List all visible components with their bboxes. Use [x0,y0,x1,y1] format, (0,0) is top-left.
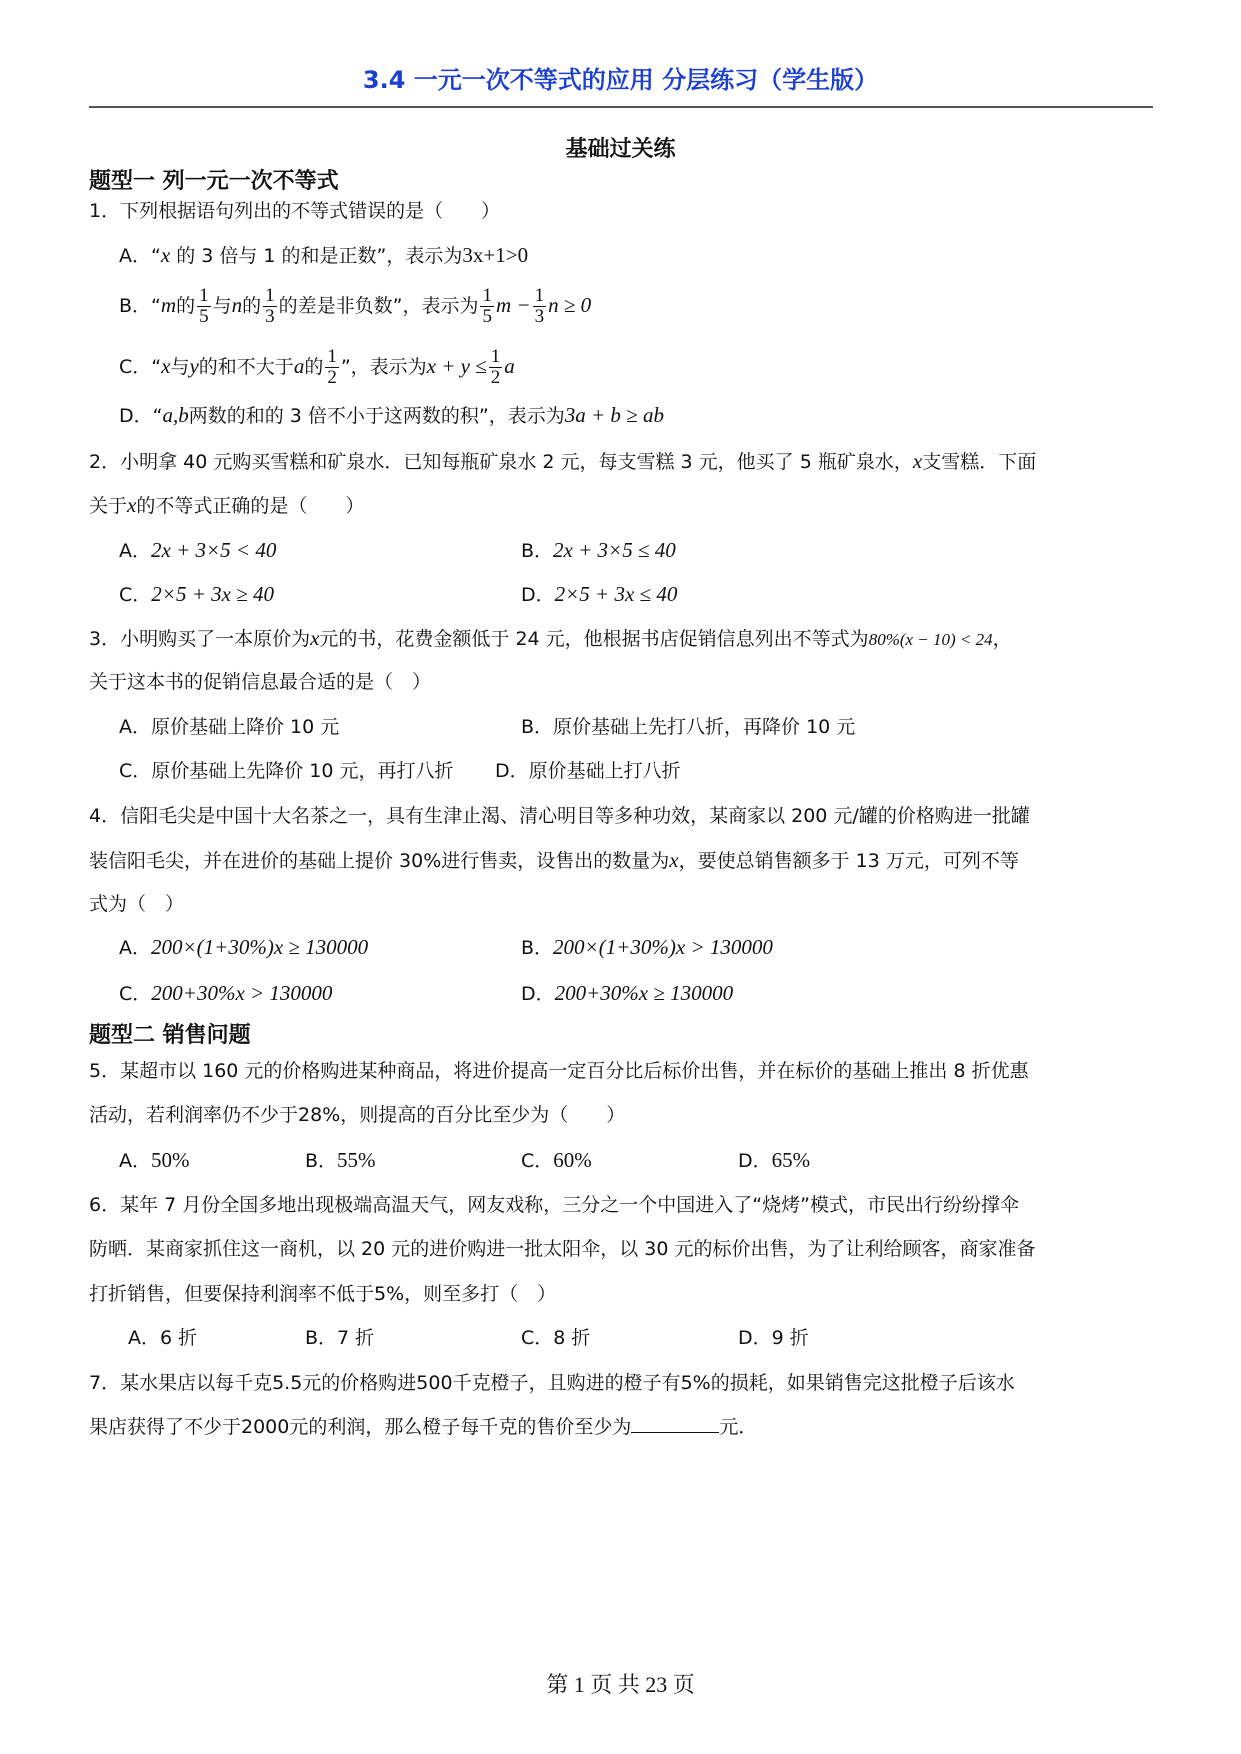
q5-option-c [521,1147,592,1174]
q4-c-expr: 200+30%x > 130000 [151,981,333,1005]
q4-line3: 式为（ ） [89,893,185,915]
q5-a-label: A． [119,1150,151,1172]
q2-line2-b: 的不等式正确的是（ ） [136,495,365,517]
q1-a-label: A．“ [119,245,161,267]
q5-b-label: B． [305,1150,338,1172]
q4-a-expr: 200×(1+30%)x ≥ 130000 [151,935,369,959]
q1-b-frac4 [533,286,547,327]
q2-line1-var: x [912,449,923,473]
q1-option-d [119,402,664,429]
q1-c-var-a: a [293,354,305,378]
q1-stem: 1．下列根据语句列出的不等式错误的是（ ） [89,200,501,222]
q2-a-expr: 2x + 3×5 < 40 [151,538,277,562]
q6-line1: 6．某年 7 月份全国多地出现极端高温天气，网友戏称，三分之一个中国进入了“烧烤”模式，市民出行纷纷撑伞 [89,1194,1019,1216]
q4-b-label: B． [521,937,554,959]
q1-b-frac3 [480,286,494,327]
frac-num: 1 [327,346,337,367]
q1-c-frac2 [489,347,503,388]
q1-b-expr2: n ≥ 0 [548,293,592,317]
type1-heading: 题型一 列一元一次不等式 [89,169,339,194]
q4-a-label: A． [119,937,151,959]
q7-line2-a: 果店获得了不少于2000元的利润，那么橙子每千克的售价至少为 [89,1416,632,1438]
q1-b-var-n: n [231,293,243,317]
q1-option-a [119,242,528,269]
q2-option-a [119,537,276,564]
frac-num: 1 [482,285,492,306]
q6-line2: 防晒．某商家抓住这一商机，以 20 元的进价购进一批太阳伞，以 30 元的标价出售，为了让利给顾客，商家准备 [89,1238,1036,1260]
q1-b-frac1 [197,286,211,327]
q2-c-label: C． [119,584,152,606]
q2-d-expr: 2×5 + 3x ≤ 40 [554,582,678,606]
q6-line3: 打折销售，但要保持利润率不低于5%，则至多打（ ） [89,1283,557,1305]
q3-line1-var: x [310,626,320,650]
q4-d-expr: 200+30%x ≥ 130000 [554,981,734,1005]
q4-line2 [89,847,1019,874]
q1-c-expr1: x + y ≤ [426,354,487,378]
q1-c-frac1 [325,347,339,388]
q2-b-label: B． [521,540,554,562]
title-divider [89,106,1153,108]
q1-b-var-m: m [160,293,177,317]
q5-option-b [305,1147,376,1174]
frac-den: 5 [482,306,492,327]
q4-line1: 4．信阳毛尖是中国十大名茶之一，具有生津止渴、清心明目等多种功效，某商家以 200 元/罐的价格购进一批罐 [89,805,1030,827]
q2-option-d [521,581,677,608]
q5-b-value: 55% [337,1148,376,1172]
page-footer: 第 1 页 共 23 页 [546,1672,695,1697]
q4-b-expr: 200×(1+30%)x > 130000 [553,935,773,959]
frac-den: 3 [534,306,545,327]
q1-c-text3: 的 [304,356,324,378]
q4-line2-var: x [669,848,679,872]
q5-d-value: 65% [771,1148,811,1172]
q5-c-value: 60% [553,1148,592,1172]
q4-option-d [521,980,733,1007]
q3-line1-b: 元的书，花费金额低于 24 元，他根据书店促销信息列出不等式为 [319,628,869,650]
q2-d-label: D． [521,584,555,606]
frac-den: 2 [490,367,501,388]
q4-option-c [119,980,332,1007]
q1-d-text: 两数的和的 3 倍不小于这两数的积”，表示为 [188,405,565,427]
q6-option-a: A．6 折 [128,1327,198,1349]
q7-line2 [89,1414,757,1440]
q3-option-c: C．原价基础上先降价 10 元，再打八折 [119,760,454,782]
q3-line1-a: 3．小明购买了一本原价为 [89,628,311,650]
frac-num: 1 [265,285,275,306]
q5-option-a [119,1147,190,1174]
q3-line1-expr: 80%(x − 10) < 24 [868,630,993,649]
frac-num: 1 [490,346,501,367]
type2-heading: 题型二 销售问题 [89,1023,251,1048]
q2-line2-a: 关于 [89,495,128,517]
q2-option-b [521,537,676,564]
q1-option-b [119,283,591,328]
q2-option-c [119,581,274,608]
q6-option-d: D．9 折 [738,1327,809,1349]
q7-line2-b: 元． [719,1416,758,1438]
q3-option-d: D．原价基础上打八折 [495,760,681,782]
q1-b-text2: 与 [212,295,232,317]
q4-line2-a: 装信阳毛尖，并在进价的基础上提价 30%进行售卖，设售出的数量为 [89,850,670,872]
q1-b-text1: 的 [176,295,196,317]
q1-c-var-x: x [161,354,171,378]
q3-line2: 关于这本书的促销信息最合适的是（ ） [89,671,432,693]
q1-a-var: x [160,243,171,267]
q2-line2 [89,492,364,519]
q3-line1-end: ， [992,628,1012,650]
q2-line2-var: x [127,493,137,517]
q1-b-frac2 [263,286,277,327]
q5-option-d [738,1147,810,1174]
q4-c-label: C． [119,983,152,1005]
answer-blank [631,1414,719,1433]
q1-c-expr2: a [504,354,515,378]
frac-num: 1 [199,285,209,306]
q2-line1-text: 2．小明拿 40 元购买雪糕和矿泉水．已知每瓶矿泉水 2 元，每支雪糕 3 元，他买了 5 瓶矿泉水， [89,451,913,473]
document-title: 3.4 一元一次不等式的应用 分层练习（学生版） [362,66,879,94]
q6-option-b: B．7 折 [305,1327,375,1349]
q7-line1: 7．某水果店以每千克5.5元的价格购进500千克橙子，且购进的橙子有5%的损耗，如果销售完这批橙子后该水 [89,1372,1015,1394]
section-title: 基础过关练 [565,137,676,162]
q2-c-expr: 2×5 + 3x ≥ 40 [151,582,274,606]
q3-option-b: B．原价基础上先打八折，再降价 10 元 [521,716,856,738]
q1-c-label: C．“ [119,356,162,378]
q1-c-text2: 的和不大于 [198,356,294,378]
q2-line1-end: 支雪糕．下面 [922,451,1037,473]
frac-num: 1 [534,285,545,306]
q1-option-c [119,344,515,389]
frac-den: 3 [265,306,275,327]
q4-option-b [521,934,773,961]
q6-option-c: C．8 折 [521,1327,591,1349]
q5-c-label: C． [521,1150,554,1172]
frac-den: 2 [327,367,337,388]
q1-c-text1: 与 [170,356,190,378]
q5-line2: 活动，若利润率仍不少于28%，则提高的百分比至少为（ ） [89,1104,626,1126]
q1-b-text4: 的差是非负数”，表示为 [278,295,479,317]
q1-c-var-y: y [189,354,199,378]
q1-a-text: 的 3 倍与 1 的和是正数”，表示为 [170,245,463,267]
q1-a-expr: 3x+1>0 [462,243,529,267]
q4-line2-b: ，要使总销售额多于 13 万元，可列不等 [678,850,1019,872]
q5-a-value: 50% [151,1148,190,1172]
q5-line1: 5．某超市以 160 元的价格购进某种商品，将进价提高一定百分比后标价出售，并在标价的基础上推出 8 折优惠 [89,1060,1029,1082]
q4-option-a [119,934,368,961]
q2-line1 [89,448,1036,475]
q1-c-text4: ”，表示为 [340,356,427,378]
q3-line1 [89,625,1012,653]
q1-b-label: B．“ [119,295,161,317]
frac-den: 5 [199,306,209,327]
q1-b-text3: 的 [242,295,262,317]
q1-d-expr: 3a + b ≥ ab [564,403,664,427]
q1-b-expr1: m − [495,293,531,317]
q1-d-label: D．“ [119,405,163,427]
q2-a-label: A． [119,540,151,562]
q4-d-label: D． [521,983,555,1005]
q1-d-vars: a,b [162,403,189,427]
q2-b-expr: 2x + 3×5 ≤ 40 [553,538,676,562]
q3-option-a: A．原价基础上降价 10 元 [119,716,340,738]
q5-d-label: D． [738,1150,772,1172]
